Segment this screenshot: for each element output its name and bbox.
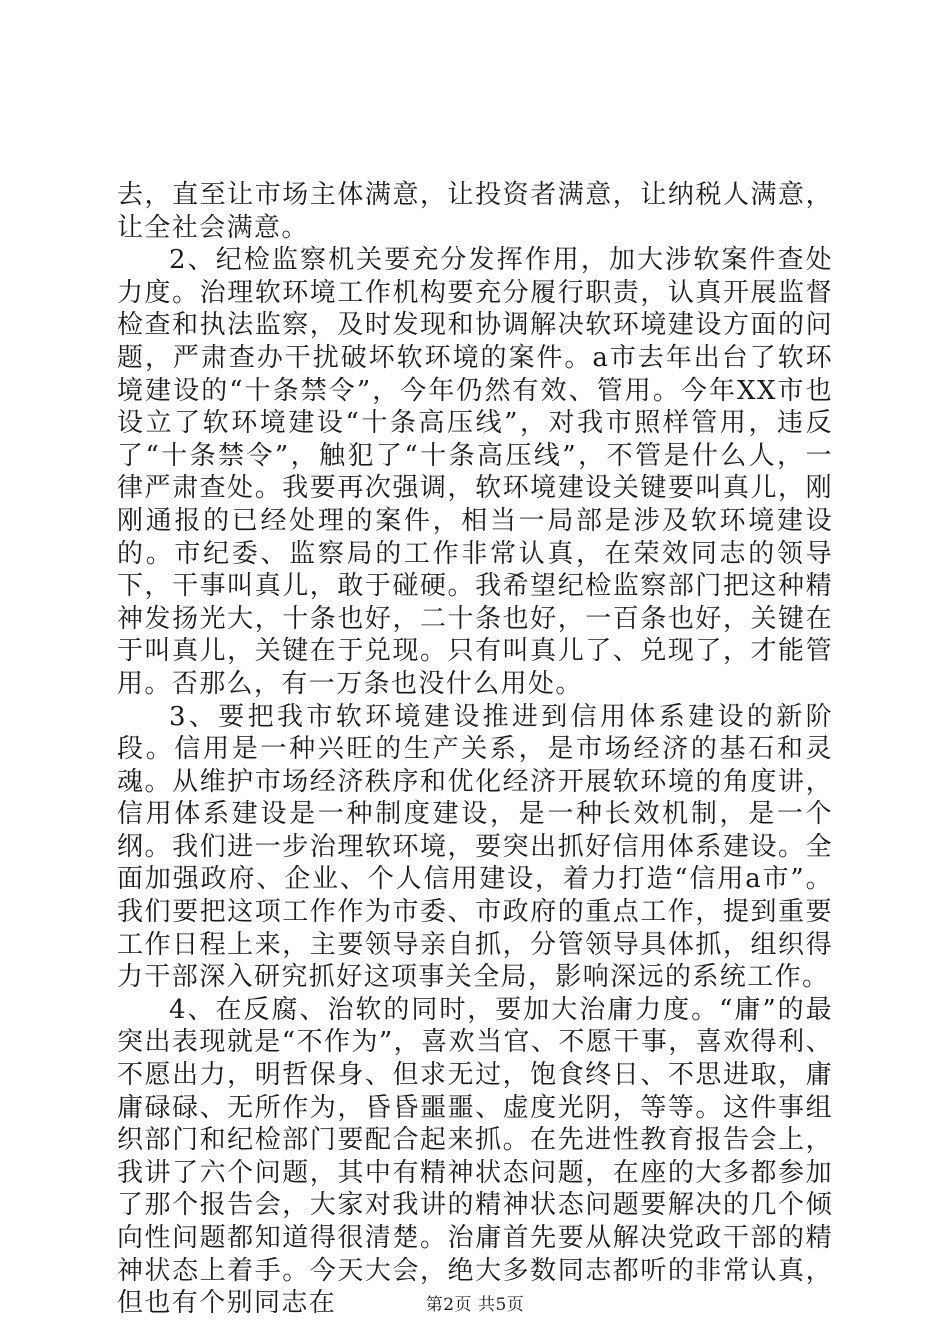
paragraph-2: 2、纪检监察机关要充分发挥作用，加大涉软案件查处力度。治理软环境工作机构要充分履行职责，认真开展监督检查和执法监察，及时发现和协调解决软环境建设方面的问题，严肃查办干扰破坏软环境的案件。a市去年出台了软环境建设的“十条禁令”，今年仍然有效、管用。今年XX市也设立了软环境建设“十条高压线”，对我市照样管用，违反了“十条禁令”，触犯了“十条高压线”，不管是什么人，一律严肃查处。我要再次强调，软环境建设关键要叫真儿，刚刚通报的已经处理的案件，相当一局部是涉及软环境建设的。市纪委、监察局的工作非常认真，在荣效同志的领导下，干事叫真儿，敢于碰硬。我希望纪检监察部门把这种精神发扬光大，十条也好，二十条也好，一百条也好，关键在于叫真儿，关键在于兑现。只有叫真儿了、兑现了，才能管用。否那么，有一万条也没什么用处。 bbox=[117, 245, 833, 699]
paragraph-3: 3、要把我市软环境建设推进到信用体系建设的新阶段。信用是一种兴旺的生产关系，是市场经济的基石和灵魂。从维护市场经济秩序和优化经济开展软环境的角度讲，信用体系建设是一种制度建设，是一种长效机制，是一个纲。我们进一步治理软环境，要突出抓好信用体系建设。全面加强政府、企业、个人信用建设，着力打造“信用a市”。我们要把这项工作作为市委、市政府的重点工作，提到重要工作日程上来，主要领导亲自抓，分管领导具体抓，组织得力干部深入研究抓好这项事关全局，影响深远的系统工作。 bbox=[117, 701, 833, 993]
paragraph-4: 4、在反腐、治软的同时，要加大治庸力度。“庸”的最突出表现就是“不作为”，喜欢当官、不愿干事，喜欢得利、不愿出力，明哲保身、但求无过，饱食终日、不思进取，庸庸碌碌、无所作为，昏昏噩噩、虚度光阴，等等。这件事组织部门和纪检部门要配合起来抓。在先进性教育报告会上，我讲了六个问题，其中有精神状态问题，在座的大多都参加了那个报告会，大家对我讲的精神状态问题要解决的几个倾向性问题都知道得很清楚。治庸首先要从解决党政干部的精神状态上着手。今天大会，绝大多数同志都听的非常认真，但也有个别同志在 bbox=[117, 994, 833, 1319]
document-body bbox=[117, 179, 833, 1320]
paragraph-1: 去，直至让市场主体满意，让投资者满意，让纳税人满意，让全社会满意。 bbox=[117, 180, 833, 243]
page-number-footer: 第2页 共5页 bbox=[425, 1295, 525, 1315]
